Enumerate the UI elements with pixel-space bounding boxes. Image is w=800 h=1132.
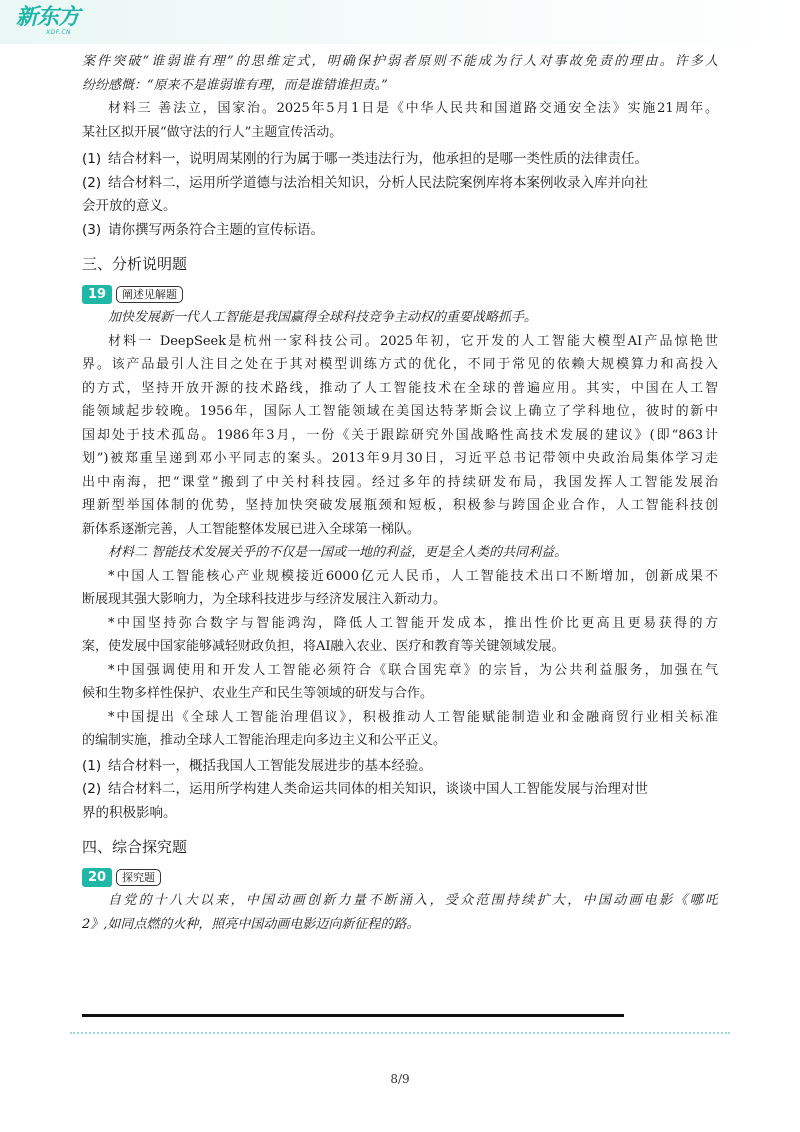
paragraph-line: 纷纷感慨：“原来不是谁弱谁有理，而是谁错谁担责。” xyxy=(82,77,388,93)
dotted-separator xyxy=(70,1032,730,1034)
paragraph-line: 自党的十八大以来，中国动画创新力量不断涌入，受众范围持续扩大，中国动画电影《哪吒 xyxy=(108,893,718,908)
paragraph-line: 界。该产品最引人注目之处在于其对模型训练方式的优化，不同于常见的依赖大规模算力和高投入 xyxy=(82,357,718,372)
xdf-logo xyxy=(16,6,86,40)
paragraph-line: 案，使发展中国家能够减轻财政负担，将AI融入农业、医疗和教育等关键领域发展。 xyxy=(82,639,565,654)
question-type-tag: 阐述见解题 xyxy=(116,286,183,303)
question-item: (2) 结合材料二，运用所学道德与法治相关知识，分析人民法院案例库将本案例收录入库并向社 xyxy=(82,174,648,191)
paragraph-line: 某社区拟开展“做守法的行人”主题宣传活动。 xyxy=(82,124,343,140)
paragraph-line: *中国人工智能核心产业规模接近6000亿元人民币，人工智能技术出口不断增加，创新成果不 xyxy=(108,568,718,584)
question-header xyxy=(82,867,718,887)
paragraph-line: 案件突破“谁弱谁有理”的思维定式，明确保护弱者原则不能成为行人对事故免责的理由。许多人 xyxy=(82,54,718,69)
page-content xyxy=(82,50,718,936)
header-band xyxy=(0,0,800,44)
q20-material xyxy=(82,889,718,936)
paragraph-line: *中国强调使用和开发人工智能必须符合《联合国宪章》的宗旨，为公共利益服务，加强在气 xyxy=(108,662,718,678)
question-item: (3) 请你撰写两条符合主题的宣传标语。 xyxy=(82,221,324,238)
question-item-continued: 界的积极影响。 xyxy=(82,804,177,821)
paragraph-line: 加快发展新一代人工智能是我国赢得全球科技竞争主动权的重要战略抓手。 xyxy=(108,310,538,325)
divider-rule xyxy=(82,1014,624,1017)
logo-main-text: 新东方 xyxy=(16,5,80,30)
question-number-badge: 19 xyxy=(82,285,112,304)
question-item-continued: 会开放的意义。 xyxy=(82,198,177,214)
paragraph-line: 的编制实施，推动全球人工智能治理走向多边主义和公平正义。 xyxy=(82,733,447,748)
paragraph-line: 材料二 智能技术发展关乎的不仅是一国或一地的利益，更是全人类的共同利益。 xyxy=(108,545,568,560)
paragraph-line: 新体系逐渐完善，人工智能整体发展已进入全球第一梯队。 xyxy=(82,521,421,537)
paragraph-line: 理新型举国体制的优势，坚持加快突破发展瓶颈和短板，积极参与跨国企业合作，人工智能科技创 xyxy=(82,498,718,513)
paragraph-line: 材料一 DeepSeek是杭州一家科技公司。2025年初，它开发的人工智能大模型AI产品惊艳世 xyxy=(108,333,718,349)
paragraph-line: *中国坚持弥合数字与智能鸿沟，降低人工智能开发成本，推出性价比更高且更易获得的方 xyxy=(108,615,718,631)
section-title: 三、分析说明题 xyxy=(82,255,188,273)
question-number-badge: 20 xyxy=(82,868,112,887)
paragraph-line: *中国提出《全球人工智能治理倡议》，积极推动人工智能赋能制造业和金融商贸行业相关标准 xyxy=(108,709,718,725)
question-type-tag: 探究题 xyxy=(116,869,161,886)
q18-questions xyxy=(82,148,718,242)
material-three xyxy=(82,97,718,144)
question-item: (1) 结合材料一，概括我国人工智能发展进步的基本经验。 xyxy=(82,757,432,774)
section-title: 四、综合探究题 xyxy=(82,838,188,856)
question-header xyxy=(82,284,718,304)
paragraph-line: 划”)被郑重呈递到邓小平同志的案头。2013年9月30日，习近平总书记带领中央政治局集体学习走 xyxy=(82,451,718,466)
q19-material xyxy=(82,306,718,753)
paragraph-line: 材料三 善法立，国家治。2025年5月1日是《中华人民共和国道路交通安全法》实施21周年。 xyxy=(108,101,718,116)
q19-questions xyxy=(82,755,718,826)
logo-sub-text: XDF.CN xyxy=(46,29,71,36)
paragraph-line: 候和生物多样性保护、农业生产和民生等领域的研发与合作。 xyxy=(82,686,434,701)
paragraph-line: 断展现其强大影响力，为全球科技进步与经济发展注入新动力。 xyxy=(82,592,447,607)
question-item: (2) 结合材料二，运用所学构建人类命运共同体的相关知识，谈谈中国人工智能发展与治理对世 xyxy=(82,781,648,797)
material-continuation xyxy=(82,50,718,97)
page-number: 8/9 xyxy=(390,1072,410,1086)
paragraph-line: 国却处于技术孤岛。1986年3月，一份《关于跟踪研究外国战略性高技术发展的建议》(即“863计 xyxy=(82,427,718,443)
paragraph-line: 能领域起步较晚。1956年，国际人工智能领域在美国达特茅斯会议上确立了学科地位，彼时的新中 xyxy=(82,404,718,419)
paragraph-line: 2》,如同点燃的火种，照亮中国动画电影迈向新征程的路。 xyxy=(82,916,420,932)
paragraph-line: 的方式，坚持开放开源的技术路线，推动了人工智能技术在全球的普遍应用。其实，中国在人工智 xyxy=(82,380,718,396)
paragraph-line: 出中南海，把“课堂”搬到了中关村科技园。经过多年的持续研发布局，我国发挥人工智能发展治 xyxy=(82,474,718,490)
question-item: (1) 结合材料一，说明周某刚的行为属于哪一类违法行为，他承担的是哪一类性质的法律责任。 xyxy=(82,151,648,167)
